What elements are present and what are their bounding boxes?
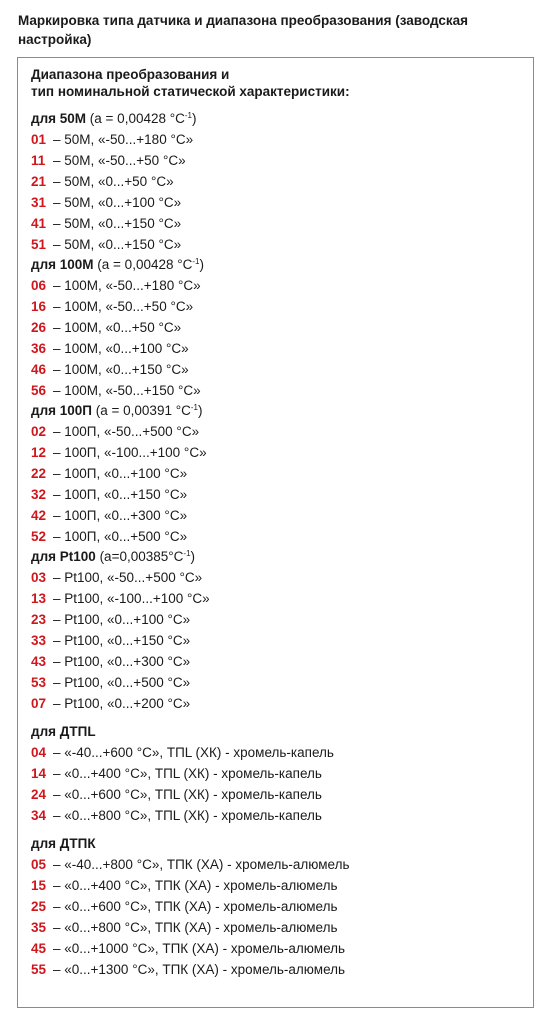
list-item (31, 421, 526, 442)
sensor-range-description: – Pt100, «0...+300 °С» (53, 654, 191, 669)
sensor-range-description: – 50М, «0...+150 °С» (53, 216, 182, 231)
sensor-range-description: – 100П, «0...+300 °С» (53, 508, 188, 523)
sensor-range-description: – Pt100, «0...+100 °С» (53, 612, 191, 627)
sensor-group-heading (31, 255, 526, 275)
sensor-code: 43 (31, 654, 47, 669)
sensor-range-description: – 100П, «0...+500 °С» (53, 529, 188, 544)
sensor-range-description: – 50М, «0...+100 °С» (53, 195, 182, 210)
sensor-range-description: – 100М, «-50...+180 °С» (53, 278, 201, 293)
list-item (31, 526, 526, 547)
sensor-code: 13 (31, 591, 47, 606)
sensor-code: 01 (31, 132, 47, 147)
sensor-code: 45 (31, 941, 47, 956)
coefficient-exponent: -1 (190, 403, 198, 412)
sensor-code: 05 (31, 857, 47, 872)
list-item (31, 959, 526, 980)
sensor-groups (31, 109, 526, 980)
sensor-group-heading (31, 834, 526, 854)
coefficient-close: ) (199, 257, 205, 272)
sensor-group-name: для ДТПК (31, 836, 96, 851)
sensor-code: 06 (31, 278, 47, 293)
list-item (31, 150, 526, 171)
sensor-code: 53 (31, 675, 47, 690)
sensor-range-description: – 100М, «0...+100 °С» (53, 341, 189, 356)
list-item (31, 630, 526, 651)
sensor-range-description: – «0...+400 °С», ТПL (ХК) - хромель-капель (53, 766, 322, 781)
coefficient-exponent: -1 (184, 111, 193, 120)
sensor-code: 46 (31, 362, 47, 377)
sensor-code: 23 (31, 612, 47, 627)
sensor-group-name: для 100М (31, 257, 94, 272)
list-item (31, 609, 526, 630)
sensor-group-coefficient: (a = 0,00428 °С (93, 257, 193, 272)
sensor-group-coefficient: (a = 0,00428 °С (86, 111, 185, 126)
sensor-code: 36 (31, 341, 47, 356)
coefficient-exponent: -1 (192, 257, 200, 266)
list-item (31, 567, 526, 588)
list-item (31, 359, 526, 380)
sensor-range-description: – «0...+400 °С», ТПК (ХА) - хромель-алюмель (53, 878, 338, 893)
list-item (31, 192, 526, 213)
list-item (31, 742, 526, 763)
list-item (31, 317, 526, 338)
sensor-group-heading (31, 109, 526, 129)
sensor-range-description: – Pt100, «-50...+500 °С» (53, 570, 203, 585)
sensor-group-heading (31, 547, 526, 567)
sensor-range-description: – 100П, «-50...+500 °С» (53, 424, 200, 439)
sensor-code: 51 (31, 237, 47, 252)
sensor-range-description: – «0...+600 °С», ТПК (ХА) - хромель-алюмель (53, 899, 338, 914)
sensor-code: 35 (31, 920, 47, 935)
sensor-range-description: – Pt100, «-100...+100 °С» (53, 591, 210, 606)
sensor-code: 21 (31, 174, 47, 189)
sensor-range-description: – 100М, «0...+150 °С» (53, 362, 189, 377)
sensor-group-name: для Pt100 (31, 549, 96, 564)
sensor-range-description: – «0...+1300 °С», ТПК (ХА) - хромель-алюмель (53, 962, 346, 977)
group-spacer (31, 714, 526, 722)
sensor-code: 41 (31, 216, 47, 231)
sensor-code: 52 (31, 529, 47, 544)
list-item (31, 938, 526, 959)
group-spacer (31, 826, 526, 834)
list-item (31, 763, 526, 784)
list-item (31, 854, 526, 875)
list-item (31, 463, 526, 484)
coefficient-close: ) (190, 549, 196, 564)
list-item (31, 380, 526, 401)
sensor-range-description: – 100М, «0...+50 °С» (53, 320, 182, 335)
sensor-range-description: – «0...+800 °С», ТПК (ХА) - хромель-алюмель (53, 920, 338, 935)
list-item (31, 672, 526, 693)
sensor-range-description: – «0...+600 °С», ТПL (ХК) - хромель-капель (53, 787, 322, 802)
sensor-code: 26 (31, 320, 47, 335)
sensor-code: 02 (31, 424, 47, 439)
sensor-code: 55 (31, 962, 47, 977)
list-item (31, 651, 526, 672)
sensor-code: 15 (31, 878, 47, 893)
sensor-range-description: – 100П, «-100...+100 °С» (53, 445, 207, 460)
sensor-range-description: – 50М, «0...+50 °С» (53, 174, 174, 189)
sensor-range-description: – 50М, «-50...+180 °С» (53, 132, 194, 147)
sensor-code: 25 (31, 899, 47, 914)
coefficient-close: ) (192, 111, 197, 126)
sensor-range-description: – «-40...+600 °С», ТПL (ХК) - хромель-капель (53, 745, 334, 760)
sensor-range-description: – Pt100, «0...+500 °С» (53, 675, 191, 690)
coefficient-close: ) (197, 403, 203, 418)
intro-line-1: Диапазона преобразования и (31, 67, 230, 82)
sensor-code: 31 (31, 195, 47, 210)
sensor-range-description: – 100М, «-50...+50 °С» (53, 299, 194, 314)
sensor-code: 04 (31, 745, 47, 760)
list-item (31, 917, 526, 938)
sensor-code: 33 (31, 633, 47, 648)
sensor-code: 22 (31, 466, 47, 481)
list-item (31, 505, 526, 526)
sensor-group-coefficient: (a=0,00385°С (95, 549, 184, 564)
list-item (31, 296, 526, 317)
sensor-code: 12 (31, 445, 47, 460)
sensor-code: 34 (31, 808, 47, 823)
sensor-code: 32 (31, 487, 47, 502)
sensor-code: 56 (31, 383, 47, 398)
list-item (31, 484, 526, 505)
list-item (31, 805, 526, 826)
page-title: Маркировка типа датчика и диапазона преобразования (заводская настройка) (18, 13, 468, 47)
list-item (31, 275, 526, 296)
list-item (31, 588, 526, 609)
sensor-range-description: – 100П, «0...+150 °С» (53, 487, 188, 502)
sensor-code: 42 (31, 508, 47, 523)
sensor-range-description: – 50М, «0...+150 °С» (53, 237, 182, 252)
sensor-code: 07 (31, 696, 47, 711)
list-item (31, 784, 526, 805)
sensor-range-description: – Pt100, «0...+150 °С» (53, 633, 191, 648)
sensor-group-name: для 100П (31, 403, 93, 418)
sensor-range-description: – «0...+800 °С», ТПL (ХК) - хромель-капель (53, 808, 322, 823)
sensor-code: 24 (31, 787, 47, 802)
sensor-code: 03 (31, 570, 47, 585)
sensor-group-name: для ДТПL (31, 724, 96, 739)
list-item (31, 875, 526, 896)
sensor-code: 16 (31, 299, 47, 314)
coefficient-exponent: -1 (183, 549, 191, 558)
list-item (31, 213, 526, 234)
list-item (31, 693, 526, 714)
sensor-group-coefficient: (a = 0,00391 °С (92, 403, 191, 418)
sensor-code: 11 (31, 153, 46, 168)
sensor-group-heading (31, 722, 526, 742)
list-item (31, 171, 526, 192)
list-item (31, 896, 526, 917)
sensor-range-description: – Pt100, «0...+200 °С» (53, 696, 191, 711)
list-item (31, 338, 526, 359)
sensor-code-list (31, 66, 526, 980)
sensor-range-description: – 100П, «0...+100 °С» (53, 466, 188, 481)
intro-heading (31, 66, 526, 100)
intro-line-2: тип номинальной статической характеристики: (31, 84, 350, 99)
list-item (31, 442, 526, 463)
list-item (31, 234, 526, 255)
sensor-group-name: для 50М (31, 111, 87, 126)
sensor-range-description: – «0...+1000 °С», ТПК (ХА) - хромель-алюмель (53, 941, 346, 956)
sensor-range-description: – 100М, «-50...+150 °С» (53, 383, 201, 398)
sensor-group-heading (31, 401, 526, 421)
list-item (31, 129, 526, 150)
sensor-code: 14 (31, 766, 47, 781)
sensor-range-description: – 50М, «-50...+50 °С» (53, 153, 186, 168)
sensor-range-description: – «-40...+800 °С», ТПК (ХА) - хромель-алюмель (53, 857, 350, 872)
